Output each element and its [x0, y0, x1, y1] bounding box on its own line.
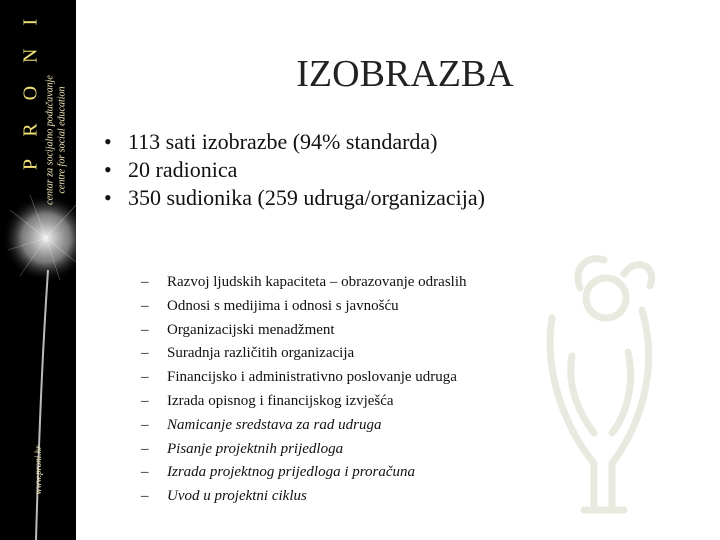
topic-label: Izrada opisnog i financijskog izvješća — [167, 392, 394, 409]
dash-marker: – — [141, 440, 149, 457]
topic-label: Izrada projektnog prijedloga i proračuna — [167, 464, 416, 481]
topic-label: Namicanje sredstava za rad udruga — [167, 416, 382, 433]
topic-label: Razvoj ljudskih kapaciteta – obrazovanje odraslih — [167, 274, 467, 290]
dash-marker: – — [141, 274, 149, 290]
bullet-item: • 20 radionica — [104, 156, 485, 184]
sidebar-panel — [0, 0, 76, 540]
topic-item — [141, 414, 467, 438]
topic-item — [141, 319, 467, 343]
topic-item — [141, 366, 467, 390]
dash-marker: – — [141, 369, 149, 386]
topic-label: Suradnja različitih organizacija — [167, 345, 355, 362]
topic-label: Pisanje projektnih prijedloga — [167, 440, 344, 457]
dash-marker: – — [141, 392, 149, 409]
topic-item — [141, 295, 467, 319]
topic-item — [141, 485, 467, 509]
dash-marker: – — [141, 416, 149, 433]
slide-title: IZOBRAZBA — [296, 53, 514, 95]
topic-label: Uvod u projektni ciklus — [167, 488, 307, 505]
topic-label: Odnosi s medijima i odnosi s javnošću — [167, 297, 399, 314]
topic-item — [141, 438, 467, 462]
topic-label: Organizacijski menadžment — [167, 321, 335, 338]
bullet-item: • 113 sati izobrazbe (94% standarda) — [104, 128, 485, 156]
topic-label: Financijsko i administrativno poslovanje udruga — [167, 369, 457, 386]
topic-item — [141, 390, 467, 414]
website-url: www.proni.hr — [33, 445, 43, 495]
dash-marker: – — [141, 345, 149, 362]
topic-item — [141, 342, 467, 366]
tagline-english: centre for social education — [56, 86, 68, 194]
topic-list — [141, 271, 467, 509]
dash-marker: – — [141, 464, 149, 481]
watermark-logo-icon — [532, 248, 672, 518]
dash-marker: – — [141, 321, 149, 338]
dash-marker: – — [141, 297, 149, 314]
dash-marker: – — [141, 488, 149, 505]
bullet-item: • 350 sudionika (259 udruga/organizacija) — [104, 184, 485, 212]
topic-item — [141, 271, 467, 295]
tagline-croatian: centar za socijalno podučavanje — [44, 75, 56, 205]
topic-item — [141, 461, 467, 485]
brand-logo-text: P R O N I — [19, 9, 42, 171]
bullet-list — [104, 128, 485, 212]
